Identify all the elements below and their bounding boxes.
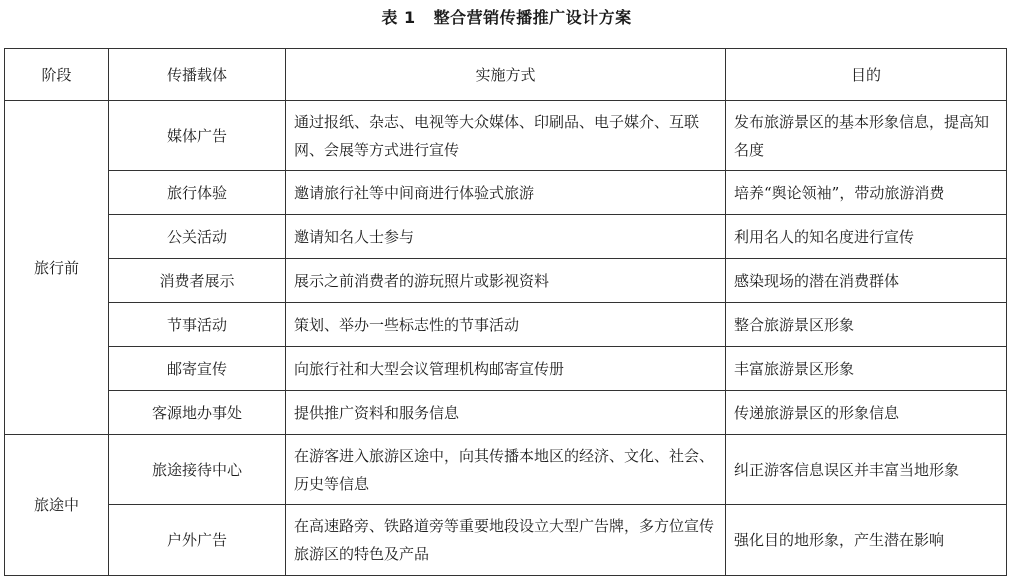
carrier-cell: 户外广告 (109, 505, 286, 576)
header-stage: 阶段 (5, 49, 109, 101)
table-row (5, 101, 1007, 171)
header-method: 实施方式 (286, 49, 726, 101)
table-row (5, 505, 1007, 576)
table-row (5, 303, 1007, 347)
method-cell: 向旅行社和大型会议管理机构邮寄宣传册 (286, 347, 726, 391)
method-cell: 邀请旅行社等中间商进行体验式旅游 (286, 171, 726, 215)
table-title: 整合营销传播推广设计方案 (433, 8, 632, 27)
method-cell: 邀请知名人士参与 (286, 215, 726, 259)
method-cell: 策划、举办一些标志性的节事活动 (286, 303, 726, 347)
purpose-cell: 感染现场的潜在消费群体 (726, 259, 1007, 303)
method-cell: 在高速路旁、铁路道旁等重要地段设立大型广告牌，多方位宣传旅游区的特色及产品 (286, 505, 726, 576)
purpose-cell: 培养“舆论领袖”，带动旅游消费 (726, 171, 1007, 215)
purpose-cell: 发布旅游景区的基本形象信息，提高知名度 (726, 101, 1007, 171)
table-row (5, 215, 1007, 259)
carrier-cell: 媒体广告 (109, 101, 286, 171)
carrier-cell: 邮寄宣传 (109, 347, 286, 391)
purpose-cell: 强化目的地形象，产生潜在影响 (726, 505, 1007, 576)
table-number: 表 1 (381, 8, 416, 27)
method-cell: 通过报纸、杂志、电视等大众媒体、印刷品、电子媒介、互联网、会展等方式进行宣传 (286, 101, 726, 171)
carrier-cell: 公关活动 (109, 215, 286, 259)
carrier-cell: 旅途接待中心 (109, 435, 286, 505)
table-caption (0, 8, 1013, 28)
carrier-cell: 客源地办事处 (109, 391, 286, 435)
table-row (5, 391, 1007, 435)
purpose-cell: 传递旅游景区的形象信息 (726, 391, 1007, 435)
header-row (5, 49, 1007, 101)
marketing-plan-table (4, 48, 1007, 576)
purpose-cell: 丰富旅游景区形象 (726, 347, 1007, 391)
table-row (5, 171, 1007, 215)
header-purpose: 目的 (726, 49, 1007, 101)
header-carrier: 传播载体 (109, 49, 286, 101)
method-cell: 展示之前消费者的游玩照片或影视资料 (286, 259, 726, 303)
table-row (5, 259, 1007, 303)
table-row (5, 435, 1007, 505)
table-row (5, 347, 1007, 391)
carrier-cell: 消费者展示 (109, 259, 286, 303)
purpose-cell: 利用名人的知名度进行宣传 (726, 215, 1007, 259)
method-cell: 在游客进入旅游区途中，向其传播本地区的经济、文化、社会、历史等信息 (286, 435, 726, 505)
method-cell: 提供推广资料和服务信息 (286, 391, 726, 435)
purpose-cell: 纠正游客信息误区并丰富当地形象 (726, 435, 1007, 505)
carrier-cell: 旅行体验 (109, 171, 286, 215)
carrier-cell: 节事活动 (109, 303, 286, 347)
stage-cell: 旅行前 (5, 101, 109, 435)
stage-cell: 旅途中 (5, 435, 109, 576)
purpose-cell: 整合旅游景区形象 (726, 303, 1007, 347)
